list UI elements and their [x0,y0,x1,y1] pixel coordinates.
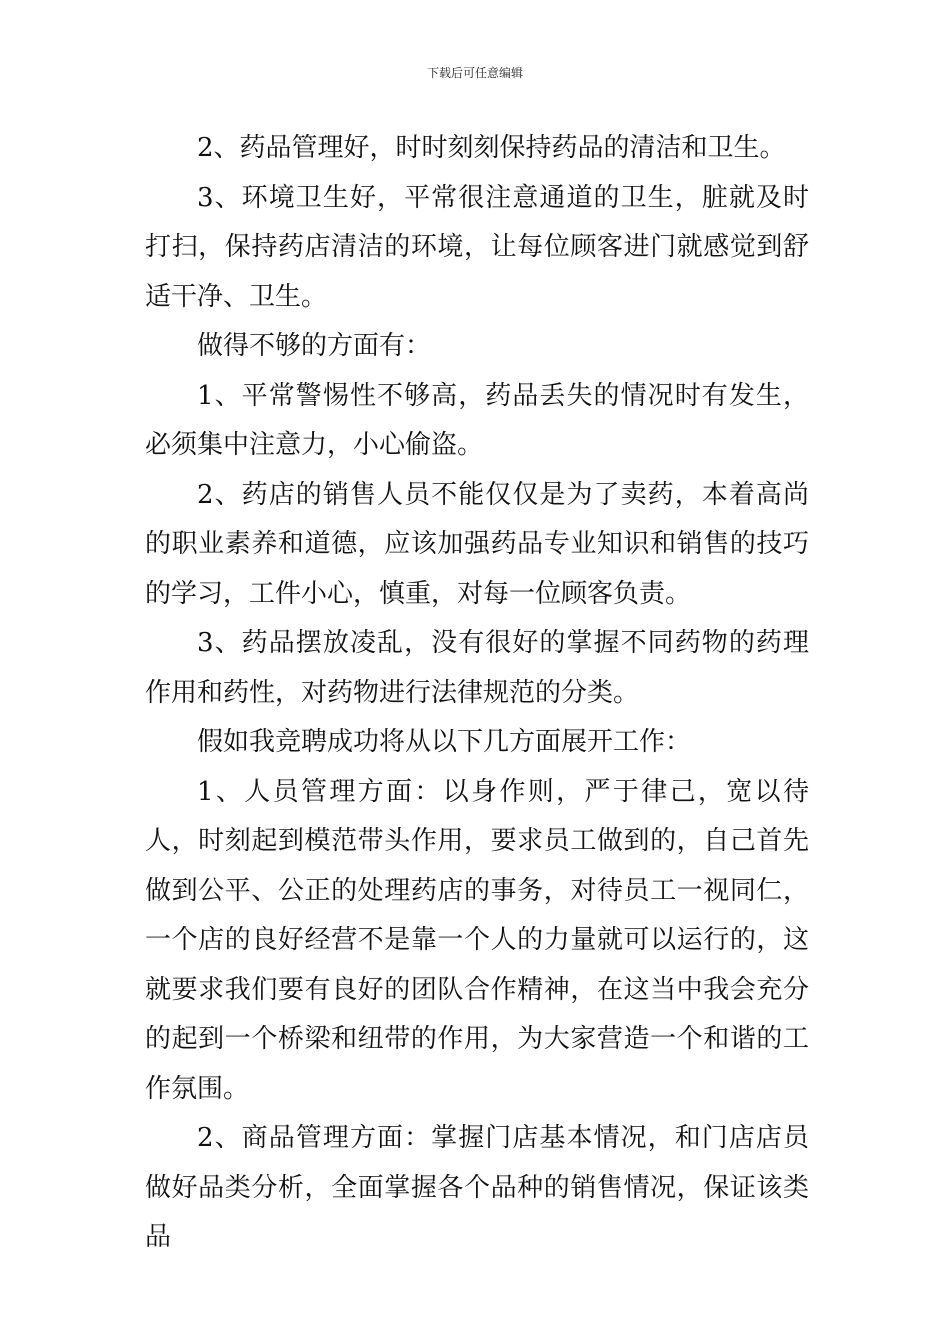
paragraph-vigilance: 1、平常警惕性不够高，药品丢失的情况时有发生，必须集中注意力，小心偷盗。 [145,380,809,460]
paragraph-plan-heading: 假如我竞聘成功将从以下几方面展开工作： [197,727,692,757]
paragraph-drug-management: 2、药品管理好，时时刻刻保持药品的清洁和卫生。 [197,133,786,163]
paragraph-environment-hygiene: 3、环境卫生好，平常很注意通道的卫生，脏就及时打扫，保持药店清洁的环境，让每位顾客进门就感觉到舒适干净、卫生。 [145,182,809,312]
paragraph-personnel-management: 1、人员管理方面：以身作则，严于律己，宽以待人，时刻起到模范带头作用，要求员工做到的，自己首先做到公平、公正的处理药店的事务，对待员工一视同仁，一个店的良好经营不是靠一个人的力量就可以运行的，这就要求我们要有良好的团队合作精神，在这当中我会充分的起到一个桥梁和纽带的作用，为大家营造一个和谐的工作氛围。 [145,776,809,1104]
paragraph-drug-arrangement: 3、药品摆放凌乱，没有很好的掌握不同药物的药理作用和药性，对药物进行法律规范的分类。 [145,628,809,708]
page-header-note: 下载后可任意编辑 [426,66,523,80]
paragraph-shortcomings-heading: 做得不够的方面有： [197,331,432,361]
document-body [145,124,809,1263]
paragraph-goods-management: 2、商品管理方面：掌握门店基本情况，和门店店员做好品类分析，全面掌握各个品种的销售情况，保证该类品 [145,1123,809,1252]
paragraph-sales-staff: 2、药店的销售人员不能仅仅是为了卖药，本着高尚的职业素养和道德，应该加强药品专业知识和销售的技巧的学习，工件小心，慎重，对每一位顾客负责。 [145,479,809,609]
